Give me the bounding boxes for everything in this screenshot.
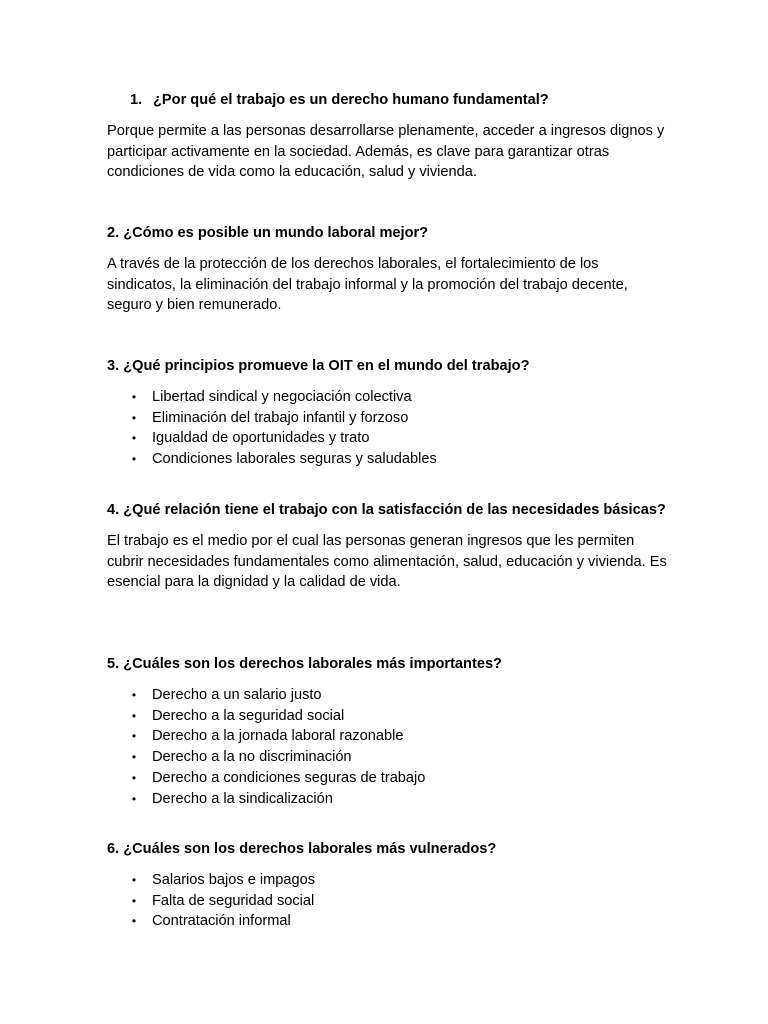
bullet-icon: • bbox=[131, 389, 137, 404]
section-4 bbox=[107, 500, 667, 593]
section-2 bbox=[107, 223, 667, 316]
question-text: ¿Por qué el trabajo es un derecho humano fundamental? bbox=[153, 92, 549, 108]
list-item bbox=[107, 449, 667, 470]
list-item-text: Derecho a la seguridad social bbox=[152, 707, 345, 724]
bullet-icon: • bbox=[131, 770, 137, 785]
list-item bbox=[107, 685, 667, 706]
bullet-icon: • bbox=[131, 708, 137, 723]
list-item bbox=[107, 870, 667, 891]
bullet-icon: • bbox=[131, 750, 137, 765]
question-heading: 5. ¿Cuáles son los derechos laborales más importantes? bbox=[107, 656, 502, 672]
list-item bbox=[107, 789, 667, 810]
list-item-text: Falta de seguridad social bbox=[152, 892, 315, 909]
list-item bbox=[107, 706, 667, 727]
bullet-list bbox=[107, 870, 667, 932]
list-item-text: Derecho a la sindicalización bbox=[152, 790, 333, 807]
answer-paragraph: A través de la protección de los derechos laborales, el fortalecimiento de los sindicatos, la eliminación del trabajo informal y la promoción del trabajo decente, seguro y bien remunerado. bbox=[107, 255, 628, 314]
question-heading: 4. ¿Qué relación tiene el trabajo con la satisfacción de las necesidades básicas? bbox=[107, 502, 666, 518]
question-heading bbox=[107, 90, 667, 111]
list-item-text: Derecho a la no discriminación bbox=[152, 749, 352, 766]
list-item bbox=[107, 726, 667, 747]
list-item-text: Libertad sindical y negociación colectiva bbox=[152, 388, 412, 405]
bullet-icon: • bbox=[131, 893, 137, 908]
section-1 bbox=[107, 90, 667, 183]
list-item-text: Salarios bajos e impagos bbox=[152, 871, 316, 888]
bullet-icon: • bbox=[131, 791, 137, 806]
list-item bbox=[107, 891, 667, 912]
bullet-icon: • bbox=[131, 914, 137, 929]
list-item-text: Derecho a la jornada laboral razonable bbox=[152, 728, 404, 745]
list-item bbox=[107, 428, 667, 449]
list-item-text: Condiciones laborales seguras y saludables bbox=[152, 451, 437, 468]
question-heading: 2. ¿Cómo es posible un mundo laboral mejor? bbox=[107, 225, 429, 241]
list-item-text: Eliminación del trabajo infantil y forzoso bbox=[152, 409, 409, 426]
list-item-text: Igualdad de oportunidades y trato bbox=[152, 430, 370, 447]
list-item bbox=[107, 747, 667, 768]
question-number: 1. bbox=[130, 92, 143, 108]
bullet-icon: • bbox=[131, 872, 137, 887]
list-item bbox=[107, 387, 667, 408]
bullet-icon: • bbox=[131, 729, 137, 744]
bullet-icon: • bbox=[131, 410, 137, 425]
answer-paragraph: Porque permite a las personas desarrollarse plenamente, acceder a ingresos dignos y participar activamente en la sociedad. Además, es clave para garantizar otras condiciones de vida como la educación, salud y vivienda. bbox=[107, 122, 665, 181]
bullet-icon: • bbox=[131, 452, 137, 467]
question-heading: 6. ¿Cuáles son los derechos laborales más vulnerados? bbox=[107, 841, 497, 857]
section-3 bbox=[107, 356, 667, 470]
list-item bbox=[107, 911, 667, 932]
list-item-text: Derecho a un salario justo bbox=[152, 686, 322, 703]
bullet-icon: • bbox=[131, 687, 137, 702]
question-heading: 3. ¿Qué principios promueve la OIT en el mundo del trabajo? bbox=[107, 358, 530, 374]
bullet-list bbox=[107, 685, 667, 810]
list-item bbox=[107, 768, 667, 789]
bullet-icon: • bbox=[131, 431, 137, 446]
section-6 bbox=[107, 839, 667, 932]
list-item bbox=[107, 408, 667, 429]
answer-paragraph: El trabajo es el medio por el cual las personas generan ingresos que les permiten cubrir necesidades fundamentales como alimentación, salud, educación y vivienda. Es esencial para la dignidad y la calidad de vida. bbox=[107, 532, 667, 591]
list-item-text: Derecho a condiciones seguras de trabajo bbox=[152, 769, 426, 786]
section-5 bbox=[107, 654, 667, 810]
list-item-text: Contratación informal bbox=[152, 913, 291, 930]
bullet-list bbox=[107, 387, 667, 470]
